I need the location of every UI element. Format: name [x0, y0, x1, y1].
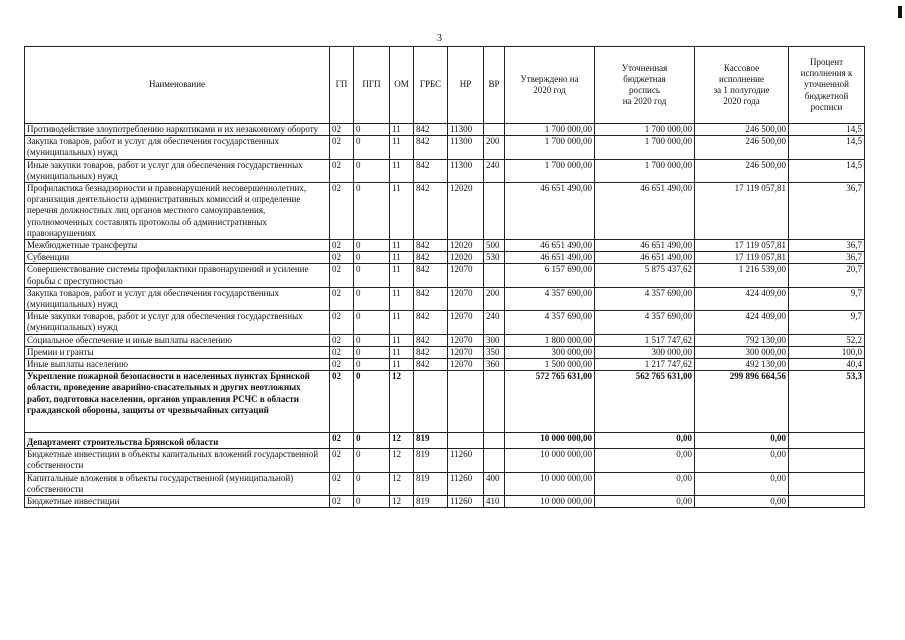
row-approved: 6 157 690,00 [505, 264, 595, 287]
row-cash: 246 500,00 [695, 159, 789, 182]
row-om: 12 [390, 449, 414, 472]
row-ppgp: 0 [354, 136, 390, 159]
row-percent: 9,7 [789, 287, 865, 310]
row-grbs: 819 [414, 449, 448, 472]
row-approved: 1 700 000,00 [505, 124, 595, 136]
row-ppgp: 0 [354, 287, 390, 310]
row-om: 11 [390, 359, 414, 371]
table-row [25, 264, 865, 287]
row-np: 12020 [448, 183, 484, 240]
row-percent: 14,5 [789, 159, 865, 182]
row-cash: 300 000,00 [695, 346, 789, 358]
row-vr [484, 183, 505, 240]
row-om: 11 [390, 252, 414, 264]
row-cash: 246 500,00 [695, 124, 789, 136]
row-percent: 100,0 [789, 346, 865, 358]
row-percent [789, 496, 865, 508]
row-np: 11260 [448, 496, 484, 508]
row-np: 12070 [448, 264, 484, 287]
row-om: 12 [390, 371, 414, 433]
row-gp: 02 [330, 240, 354, 252]
row-grbs: 842 [414, 136, 448, 159]
row-vr: 410 [484, 496, 505, 508]
row-vr [484, 449, 505, 472]
row-grbs: 819 [414, 433, 448, 449]
row-name: Закупка товаров, работ и услуг для обеспечения государственных (муниципальных) нужд [25, 287, 330, 310]
row-approved: 10 000 000,00 [505, 472, 595, 495]
row-approved: 300 000,00 [505, 346, 595, 358]
row-name: Капитальные вложения в объекты государственной (муниципальной) собственности [25, 472, 330, 495]
row-np: 12020 [448, 252, 484, 264]
table-row [25, 496, 865, 508]
row-refined: 562 765 631,00 [595, 371, 695, 433]
row-cash: 792 130,00 [695, 334, 789, 346]
row-np: 11300 [448, 136, 484, 159]
header-refined: Уточненная бюджетная роспись на 2020 год [595, 47, 695, 124]
row-gp: 02 [330, 433, 354, 449]
row-gp: 02 [330, 287, 354, 310]
row-refined: 0,00 [595, 433, 695, 449]
row-cash: 0,00 [695, 496, 789, 508]
row-ppgp: 0 [354, 311, 390, 334]
row-gp: 02 [330, 334, 354, 346]
row-ppgp: 0 [354, 346, 390, 358]
row-ppgp: 0 [354, 240, 390, 252]
row-ppgp: 0 [354, 496, 390, 508]
row-percent: 20,7 [789, 264, 865, 287]
row-approved: 1 700 000,00 [505, 136, 595, 159]
row-gp: 02 [330, 183, 354, 240]
row-approved: 46 651 490,00 [505, 240, 595, 252]
row-percent: 36,7 [789, 183, 865, 240]
budget-table [24, 46, 865, 508]
table-row [25, 359, 865, 371]
row-refined: 0,00 [595, 472, 695, 495]
table-row [25, 334, 865, 346]
row-name: Премии и гранты [25, 346, 330, 358]
row-grbs: 842 [414, 124, 448, 136]
row-om: 11 [390, 264, 414, 287]
row-refined: 5 875 437,62 [595, 264, 695, 287]
row-cash: 246 500,00 [695, 136, 789, 159]
row-vr: 200 [484, 287, 505, 310]
row-vr: 240 [484, 311, 505, 334]
row-grbs: 842 [414, 346, 448, 358]
row-np: 12070 [448, 287, 484, 310]
row-approved: 4 357 690,00 [505, 287, 595, 310]
row-percent [789, 472, 865, 495]
row-cash: 299 896 664,56 [695, 371, 789, 433]
header-grbs: ГРБС [414, 47, 448, 124]
row-cash: 17 119 057,81 [695, 240, 789, 252]
row-percent: 36,7 [789, 240, 865, 252]
row-gp: 02 [330, 346, 354, 358]
row-ppgp: 0 [354, 124, 390, 136]
row-cash: 1 216 539,00 [695, 264, 789, 287]
row-vr: 500 [484, 240, 505, 252]
row-refined: 4 357 690,00 [595, 311, 695, 334]
row-om: 11 [390, 136, 414, 159]
row-refined: 46 651 490,00 [595, 252, 695, 264]
row-gp: 02 [330, 124, 354, 136]
row-cash: 0,00 [695, 472, 789, 495]
row-approved: 1 700 000,00 [505, 159, 595, 182]
table-row [25, 183, 865, 240]
header-approved: Утверждено на 2020 год [505, 47, 595, 124]
row-refined: 1 700 000,00 [595, 159, 695, 182]
row-cash: 0,00 [695, 433, 789, 449]
table-row [25, 311, 865, 334]
row-np: 12020 [448, 240, 484, 252]
row-grbs: 842 [414, 159, 448, 182]
table-row [25, 240, 865, 252]
row-percent: 9,7 [789, 311, 865, 334]
row-approved: 1 800 000,00 [505, 334, 595, 346]
row-np: 12070 [448, 346, 484, 358]
table-row [25, 287, 865, 310]
row-gp: 02 [330, 449, 354, 472]
row-ppgp: 0 [354, 371, 390, 433]
row-refined: 300 000,00 [595, 346, 695, 358]
row-percent: 14,5 [789, 124, 865, 136]
row-grbs: 842 [414, 264, 448, 287]
row-gp: 02 [330, 496, 354, 508]
row-grbs: 842 [414, 311, 448, 334]
row-cash: 424 409,00 [695, 311, 789, 334]
row-approved: 10 000 000,00 [505, 496, 595, 508]
row-np: 12070 [448, 334, 484, 346]
row-gp: 02 [330, 159, 354, 182]
row-ppgp: 0 [354, 183, 390, 240]
header-om: ОМ [390, 47, 414, 124]
row-vr: 200 [484, 136, 505, 159]
row-vr: 350 [484, 346, 505, 358]
row-name: Иные выплаты населению [25, 359, 330, 371]
row-name: Иные закупки товаров, работ и услуг для обеспечения государственных (муниципальных) нужд [25, 159, 330, 182]
table-row [25, 124, 865, 136]
row-ppgp: 0 [354, 472, 390, 495]
table-row [25, 252, 865, 264]
row-name: Межбюджетные трансферты [25, 240, 330, 252]
row-refined: 46 651 490,00 [595, 183, 695, 240]
table-body [25, 124, 865, 508]
row-om: 12 [390, 433, 414, 449]
row-np: 11300 [448, 159, 484, 182]
row-vr: 360 [484, 359, 505, 371]
scan-corner-mark [898, 6, 902, 18]
row-percent: 36,7 [789, 252, 865, 264]
row-ppgp: 0 [354, 359, 390, 371]
row-vr [484, 371, 505, 433]
row-refined: 0,00 [595, 449, 695, 472]
row-name: Закупка товаров, работ и услуг для обеспечения государственных (муниципальных) нужд [25, 136, 330, 159]
row-cash: 424 409,00 [695, 287, 789, 310]
row-vr: 240 [484, 159, 505, 182]
row-grbs [414, 371, 448, 433]
row-cash: 17 119 057,81 [695, 252, 789, 264]
row-grbs: 842 [414, 334, 448, 346]
row-grbs: 842 [414, 240, 448, 252]
row-np: 11260 [448, 472, 484, 495]
row-ppgp: 0 [354, 433, 390, 449]
row-name: Бюджетные инвестиции в объекты капитальных вложений государственной собственности [25, 449, 330, 472]
table-row [25, 472, 865, 495]
row-grbs: 842 [414, 359, 448, 371]
header-gp: ГП [330, 47, 354, 124]
row-gp: 02 [330, 371, 354, 433]
row-cash: 492 130,00 [695, 359, 789, 371]
row-cash: 0,00 [695, 449, 789, 472]
row-refined: 46 651 490,00 [595, 240, 695, 252]
row-name: Совершенствование системы профилактики правонарушений и усиление борьбы с преступностью [25, 264, 330, 287]
row-refined: 1 517 747,62 [595, 334, 695, 346]
row-vr [484, 124, 505, 136]
row-grbs: 842 [414, 287, 448, 310]
row-ppgp: 0 [354, 449, 390, 472]
row-name: Укрепление пожарной безопасности в населенных пунктах Брянской области, проведение аварийно-спасательных и других неотложных работ, подготовка населения, органов управления РСЧС в области гражданской обороны, защиты от чрезвычайных ситуаций [25, 371, 330, 433]
row-vr: 400 [484, 472, 505, 495]
row-percent: 52,2 [789, 334, 865, 346]
row-ppgp: 0 [354, 252, 390, 264]
row-cash: 17 119 057,81 [695, 183, 789, 240]
table-row [25, 449, 865, 472]
table-row [25, 371, 865, 433]
row-approved: 46 651 490,00 [505, 183, 595, 240]
row-approved: 10 000 000,00 [505, 449, 595, 472]
table-header-row [25, 47, 865, 124]
row-name: Профилактика безнадзорности и правонарушений несовершеннолетних, организация деятельности административных комиссий и определение перечня должностных лиц органов местного самоуправления, уполномоченных составлять протоколы об административных правонарушениях [25, 183, 330, 240]
row-name: Департамент строительства Брянской области [25, 433, 330, 449]
row-om: 11 [390, 334, 414, 346]
row-grbs: 819 [414, 496, 448, 508]
header-np: НР [448, 47, 484, 124]
row-om: 12 [390, 496, 414, 508]
row-approved: 1 500 000,00 [505, 359, 595, 371]
row-np: 11260 [448, 449, 484, 472]
table-row [25, 159, 865, 182]
table-row [25, 346, 865, 358]
row-gp: 02 [330, 359, 354, 371]
row-grbs: 842 [414, 252, 448, 264]
row-om: 11 [390, 346, 414, 358]
row-vr [484, 264, 505, 287]
row-om: 11 [390, 183, 414, 240]
row-om: 11 [390, 159, 414, 182]
header-vr: ВР [484, 47, 505, 124]
row-refined: 1 700 000,00 [595, 136, 695, 159]
row-approved: 572 765 631,00 [505, 371, 595, 433]
row-approved: 46 651 490,00 [505, 252, 595, 264]
row-vr [484, 433, 505, 449]
header-cash: Кассовое исполнение за 1 полугодие 2020 года [695, 47, 789, 124]
row-name: Бюджетные инвестиции [25, 496, 330, 508]
row-om: 12 [390, 472, 414, 495]
row-np [448, 371, 484, 433]
row-name: Иные закупки товаров, работ и услуг для обеспечения государственных (муниципальных) нужд [25, 311, 330, 334]
row-om: 11 [390, 124, 414, 136]
row-approved: 4 357 690,00 [505, 311, 595, 334]
header-ppgp: ПГП [354, 47, 390, 124]
row-name: Противодействие злоупотреблению наркотиками и их незаконному обороту [25, 124, 330, 136]
row-refined: 0,00 [595, 496, 695, 508]
row-refined: 1 700 000,00 [595, 124, 695, 136]
row-np: 12070 [448, 311, 484, 334]
row-percent: 14,5 [789, 136, 865, 159]
row-om: 11 [390, 240, 414, 252]
row-gp: 02 [330, 311, 354, 334]
row-percent [789, 449, 865, 472]
row-refined: 1 217 747,62 [595, 359, 695, 371]
row-ppgp: 0 [354, 159, 390, 182]
header-name: Наименование [25, 47, 330, 124]
row-np [448, 433, 484, 449]
row-vr: 300 [484, 334, 505, 346]
row-name: Субвенции [25, 252, 330, 264]
row-percent [789, 433, 865, 449]
row-percent: 40,4 [789, 359, 865, 371]
table-row [25, 433, 865, 449]
row-ppgp: 0 [354, 334, 390, 346]
row-grbs: 819 [414, 472, 448, 495]
row-gp: 02 [330, 472, 354, 495]
row-gp: 02 [330, 264, 354, 287]
row-percent: 53,3 [789, 371, 865, 433]
row-om: 11 [390, 311, 414, 334]
row-np: 12070 [448, 359, 484, 371]
row-approved: 10 000 000,00 [505, 433, 595, 449]
row-np: 11300 [448, 124, 484, 136]
row-vr: 530 [484, 252, 505, 264]
row-name: Социальное обеспечение и иные выплаты населению [25, 334, 330, 346]
page-number: 3 [437, 33, 442, 44]
row-refined: 4 357 690,00 [595, 287, 695, 310]
row-gp: 02 [330, 136, 354, 159]
header-percent: Процент исполнения к уточненной бюджетной росписи [789, 47, 865, 124]
row-gp: 02 [330, 252, 354, 264]
row-om: 11 [390, 287, 414, 310]
row-grbs: 842 [414, 183, 448, 240]
table-row [25, 136, 865, 159]
row-ppgp: 0 [354, 264, 390, 287]
